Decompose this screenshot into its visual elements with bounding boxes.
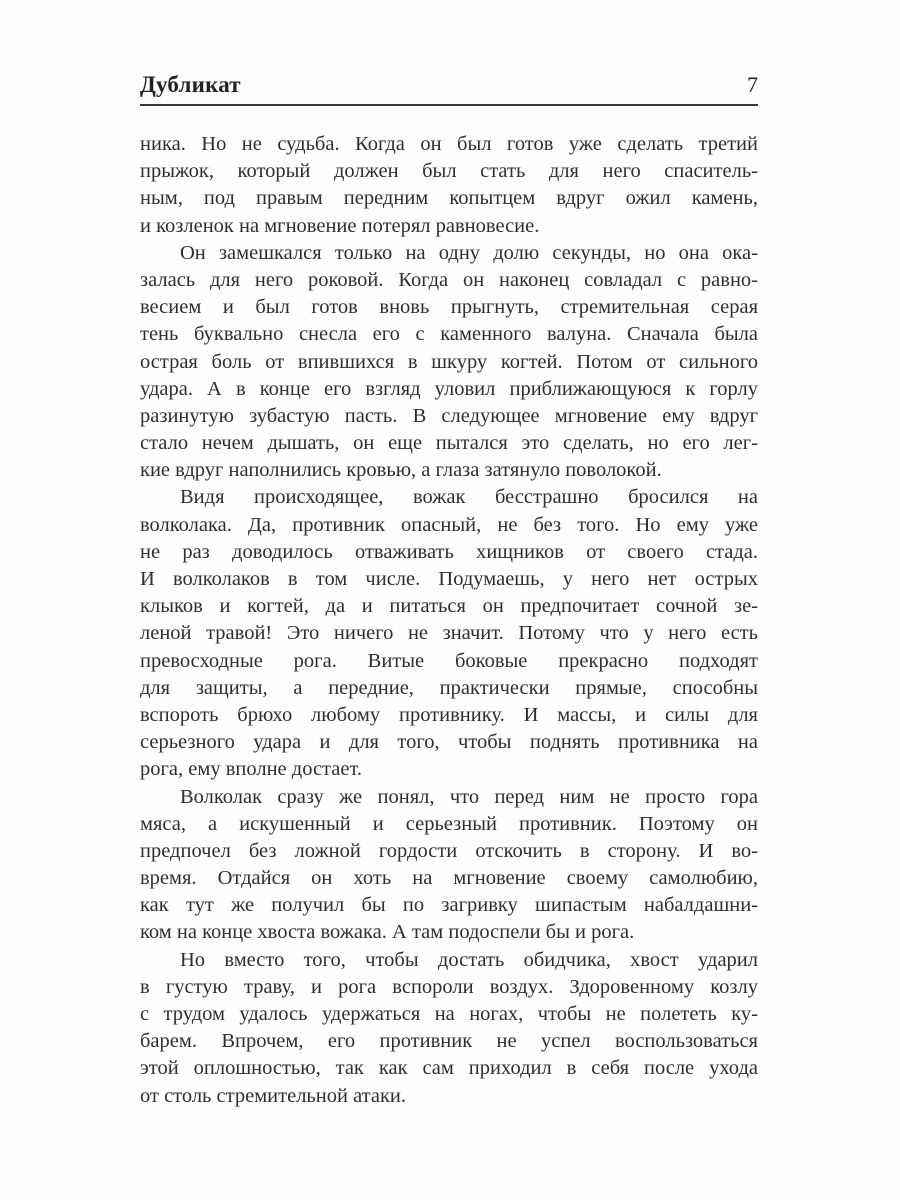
paragraph xyxy=(140,784,758,947)
text-line: весием и был готов вновь прыгнуть, стремительная серая xyxy=(140,296,758,319)
text-line: рога, ему вполне достает. xyxy=(140,758,362,781)
text-line: барем. Впрочем, его противник не успел воспользоваться xyxy=(140,1030,758,1053)
text-line: леной травой! Это ничего не значит. Потому что у него есть xyxy=(140,622,758,645)
text-line: ным, под правым передним копытцем вдруг ожил камень, xyxy=(140,187,758,210)
text-line: не раз доводилось отваживать хищников от своего стада. xyxy=(140,540,758,563)
text-line: острая боль от впившихся в шкуру когтей. Потом от сильного xyxy=(140,350,758,373)
page-body xyxy=(140,131,758,1110)
text-line: клыков и когтей, да и питаться он предпочитает сочной зе- xyxy=(140,595,758,618)
text-line: удара. А в конце его взгляд уловил приближающуюся к горлу xyxy=(140,377,758,400)
text-line: вспороть брюхо любому противнику. И массы, и силы для xyxy=(140,703,758,726)
text-line: в густую траву, и рога вспороли воздух. Здоровенному козлу xyxy=(140,975,758,998)
text-line: для защиты, а передние, практически прямые, способны xyxy=(140,676,758,699)
paragraph xyxy=(140,947,758,1110)
text-line: И волколаков в том числе. Подумаешь, у него нет острых xyxy=(140,568,758,590)
text-line: прыжок, который должен был стать для него спаситель- xyxy=(140,160,758,183)
text-line: от столь стремительной атаки. xyxy=(140,1084,407,1107)
text-line: Но вместо того, чтобы достать обидчика, хвост ударил xyxy=(180,948,758,971)
text-line: кие вдруг наполнились кровью, а глаза затянуло поволокой. xyxy=(140,459,662,482)
paragraph xyxy=(140,484,758,783)
text-line: Видя происходящее, вожак бесстрашно бросился на xyxy=(180,486,758,509)
text-line: Он замешкался только на одну долю секунды, но она ока- xyxy=(180,241,758,264)
text-line: серьезного удара и для того, чтобы поднять противника на xyxy=(140,731,758,754)
text-line: этой оплошностью, так как сам приходил в себя после ухода xyxy=(140,1057,758,1080)
text-line: предпочел без ложной гордости отскочить в сторону. И во- xyxy=(140,839,758,862)
text-line: превосходные рога. Витые боковые прекрасно подходят xyxy=(140,649,758,672)
text-line: стало нечем дышать, он еще пытался это сделать, но его лег- xyxy=(140,432,758,455)
text-line: ника. Но не судьба. Когда он был готов уже сделать третий xyxy=(140,133,758,155)
text-line: время. Отдайся он хоть на мгновение своему самолюбию, xyxy=(140,867,758,890)
text-line: и козленок на мгновение потерял равновесие. xyxy=(140,214,540,237)
running-title: Дубликат xyxy=(140,72,241,97)
text-line: ком на конце хвоста вожака. А там подоспели бы и рога. xyxy=(140,921,635,944)
text-line: волколака. Да, противник опасный, не без того. Но ему уже xyxy=(140,513,758,536)
text-line: разинутую зубастую пасть. В следующее мгновение ему вдруг xyxy=(140,404,758,427)
text-line: залась для него роковой. Когда он наконец совладал с равно- xyxy=(140,268,758,291)
paragraph xyxy=(140,131,758,240)
text-line: тень буквально снесла его с каменного валуна. Сначала была xyxy=(140,323,758,346)
text-line: как тут же получил бы по загривку шипастым набалдашни- xyxy=(140,894,758,917)
running-header xyxy=(140,72,758,106)
text-line: с трудом удалось удержаться на ногах, чтобы не полететь ку- xyxy=(140,1003,758,1025)
text-line: Волколак сразу же понял, что перед ним не просто гора xyxy=(180,785,758,808)
paragraph xyxy=(140,240,758,485)
page-number: 7 xyxy=(747,72,758,97)
text-line: мяса, а искушенный и серьезный противник. Поэтому он xyxy=(140,812,758,835)
